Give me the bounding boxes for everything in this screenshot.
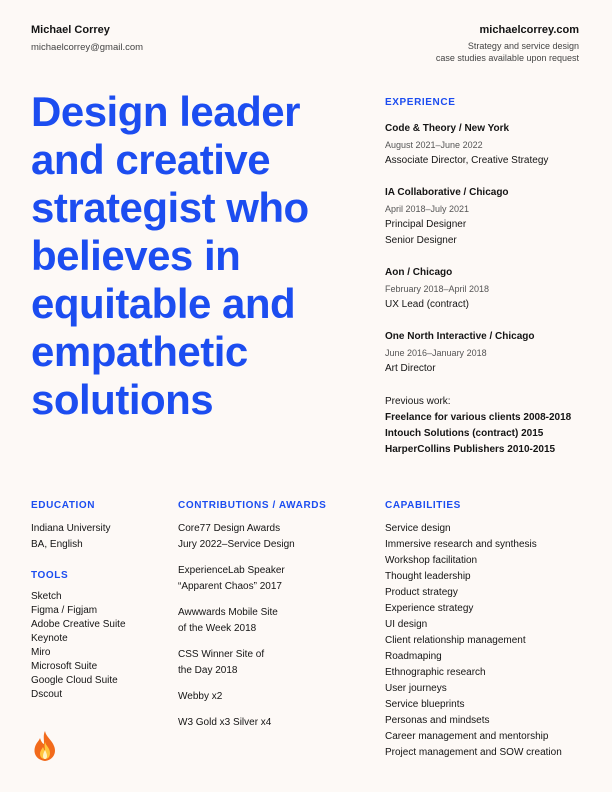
award-line: “Apparent Chaos” 2017 bbox=[178, 581, 282, 592]
capability-item: Product strategy bbox=[385, 587, 458, 598]
capability-item: Career management and mentorship bbox=[385, 731, 549, 742]
job-company: Aon / Chicago bbox=[385, 267, 453, 278]
headline-line: solutions bbox=[31, 376, 214, 423]
capability-item: Service blueprints bbox=[385, 699, 465, 710]
headline-line: believes in bbox=[31, 232, 241, 279]
education-section bbox=[31, 500, 161, 702]
tool-item: Miro bbox=[31, 647, 51, 658]
tool-item: Google Cloud Suite bbox=[31, 675, 118, 686]
job-company: One North Interactive / Chicago bbox=[385, 331, 535, 342]
experience-section bbox=[385, 97, 595, 458]
tools-title: TOOLS bbox=[31, 570, 69, 581]
contributions-title: CONTRIBUTIONS / AWARDS bbox=[178, 500, 327, 511]
award-line: W3 Gold x3 Silver x4 bbox=[178, 717, 272, 728]
header-name: Michael Correy bbox=[31, 24, 110, 36]
capability-item: Thought leadership bbox=[385, 571, 471, 582]
header-note-line: Strategy and service design bbox=[467, 41, 579, 51]
headline-line: Design leader bbox=[31, 88, 300, 135]
job-company: IA Collaborative / Chicago bbox=[385, 187, 509, 198]
job-role: Principal Designer bbox=[385, 219, 467, 230]
award-item bbox=[178, 689, 358, 705]
job-company: Code & Theory / New York bbox=[385, 123, 510, 134]
award-item bbox=[178, 563, 358, 595]
capability-item: Client relationship management bbox=[385, 635, 526, 646]
tool-item: Dscout bbox=[31, 689, 63, 700]
job-role: Associate Director, Creative Strategy bbox=[385, 155, 549, 166]
capability-item: Service design bbox=[385, 523, 451, 534]
award-item bbox=[178, 521, 358, 553]
job-entry bbox=[385, 331, 595, 375]
headline-line: and creative bbox=[31, 136, 271, 183]
award-line: Core77 Design Awards bbox=[178, 523, 281, 534]
header-email: michaelcorrey@gmail.com bbox=[31, 42, 144, 53]
award-line: of the Week 2018 bbox=[178, 623, 257, 634]
previous-work-item: Intouch Solutions (contract) 2015 bbox=[385, 428, 544, 439]
education-title: EDUCATION bbox=[31, 500, 96, 511]
capability-item: Ethnographic research bbox=[385, 667, 486, 678]
award-item bbox=[178, 647, 358, 679]
experience-title: EXPERIENCE bbox=[385, 97, 456, 108]
tool-item: Adobe Creative Suite bbox=[31, 619, 126, 630]
previous-work-label: Previous work: bbox=[385, 396, 451, 407]
award-item bbox=[178, 605, 358, 637]
award-line: Awwwards Mobile Site bbox=[178, 607, 278, 618]
contributions-section bbox=[178, 500, 358, 731]
tools-list bbox=[31, 590, 161, 702]
tool-item: Figma / Figjam bbox=[31, 605, 98, 616]
headline-line: equitable and bbox=[31, 280, 296, 327]
capability-item: Personas and mindsets bbox=[385, 715, 490, 726]
capability-item: Immersive research and synthesis bbox=[385, 539, 537, 550]
job-role: Art Director bbox=[385, 363, 436, 374]
capability-item: Experience strategy bbox=[385, 603, 474, 614]
previous-work bbox=[385, 394, 595, 458]
header-note-line: case studies available upon request bbox=[435, 53, 579, 63]
previous-work-item: HarperCollins Publishers 2010-2015 bbox=[385, 444, 556, 455]
job-entry bbox=[385, 187, 595, 247]
job-role: Senior Designer bbox=[385, 235, 457, 246]
award-item bbox=[178, 715, 358, 731]
headline bbox=[31, 88, 371, 424]
fire-icon bbox=[31, 730, 59, 762]
award-line: Webby x2 bbox=[178, 691, 223, 702]
capability-item: UI design bbox=[385, 619, 428, 630]
headline-line: empathetic bbox=[31, 328, 248, 375]
education-school: Indiana University bbox=[31, 523, 111, 534]
previous-work-item: Freelance for various clients 2008-2018 bbox=[385, 412, 572, 423]
award-line: ExperienceLab Speaker bbox=[178, 565, 285, 576]
tool-item: Sketch bbox=[31, 591, 62, 602]
job-dates: February 2018–April 2018 bbox=[385, 284, 490, 294]
award-line: CSS Winner Site of bbox=[178, 649, 265, 660]
capability-item: Workshop facilitation bbox=[385, 555, 478, 566]
job-dates: August 2021–June 2022 bbox=[385, 140, 483, 150]
job-role: UX Lead (contract) bbox=[385, 299, 469, 310]
capabilities-title: CAPABILITIES bbox=[385, 500, 461, 511]
capability-item: Project management and SOW creation bbox=[385, 747, 562, 758]
tool-item: Microsoft Suite bbox=[31, 661, 98, 672]
job-dates: April 2018–July 2021 bbox=[385, 204, 470, 214]
headline-line: strategist who bbox=[31, 184, 309, 231]
tool-item: Keynote bbox=[31, 633, 68, 644]
header-note bbox=[436, 40, 579, 64]
job-dates: June 2016–January 2018 bbox=[385, 348, 487, 358]
award-line: the Day 2018 bbox=[178, 665, 238, 676]
capabilities-section bbox=[385, 500, 595, 761]
header-site: michaelcorrey.com bbox=[479, 24, 579, 36]
job-entry bbox=[385, 123, 595, 167]
education-degree: BA, English bbox=[31, 539, 83, 550]
capability-item: User journeys bbox=[385, 683, 447, 694]
capabilities-list bbox=[385, 521, 595, 761]
job-entry bbox=[385, 267, 595, 311]
capability-item: Roadmaping bbox=[385, 651, 442, 662]
award-line: Jury 2022–Service Design bbox=[178, 539, 295, 550]
